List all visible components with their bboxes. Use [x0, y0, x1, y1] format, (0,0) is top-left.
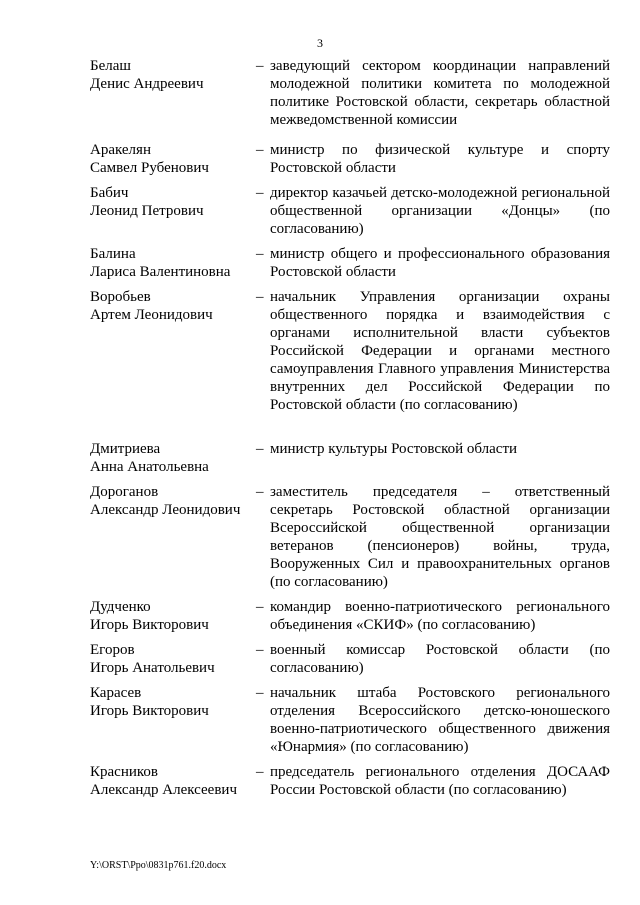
member-given-name: Артем Леонидович — [90, 307, 213, 323]
member-position: директор казачьей детско-молодежной региональной общественной организации «Донцы» (по согласованию) — [270, 185, 610, 237]
member-entry — [0, 440, 640, 483]
member-entry — [0, 288, 640, 440]
member-name — [90, 141, 255, 177]
member-name — [90, 763, 255, 799]
member-given-name: Самвел Рубенович — [90, 160, 209, 176]
member-position: военный комиссар Ростовской области (по согласованию) — [270, 642, 610, 676]
member-name — [90, 288, 255, 324]
member-position: начальник Управления организации охраны общественного порядка и взаимодействия с органами исполнительной власти субъектов Российской Федерации и органами местного самоуправления Главного управления Министерства внутренних дел Российской Федерации по Ростовской области (по согласованию) — [270, 289, 610, 413]
member-given-name: Лариса Валентиновна — [90, 264, 231, 280]
dash-separator: – — [256, 484, 264, 500]
dash-separator: – — [256, 685, 264, 701]
member-name — [90, 598, 255, 634]
member-given-name: Игорь Викторович — [90, 617, 209, 633]
member-entry — [0, 598, 640, 641]
member-entry — [0, 684, 640, 763]
member-surname: Дорoганов — [90, 484, 159, 500]
member-entry — [0, 245, 640, 288]
member-position: министр общего и профессионального образования Ростовской области — [270, 246, 610, 280]
member-given-name: Игорь Анатольевич — [90, 660, 215, 676]
member-entry — [0, 641, 640, 684]
member-position: командир военно-патриотического регионального объединения «СКИФ» (по согласованию) — [270, 599, 610, 633]
member-name — [90, 483, 255, 519]
dash-separator: – — [256, 185, 264, 201]
member-position: заведующий сектором координации направлений молодежной политики комитета по молодежной политике Ростовской области, секретарь областной межведомственной комиссии — [270, 58, 610, 128]
member-position: заместитель председателя – ответственный секретарь Ростовской областной организации Всероссийской общественной организации ветеранов (пенсионеров) войны, труда, Вооруженных Сил и правоохранительных органов (по согласованию) — [270, 484, 610, 590]
member-given-name: Анна Анатольевна — [90, 459, 209, 475]
member-position: начальник штаба Ростовского регионального отделения Всероссийского детско-юношеского военно-патриотического общественного движения «Юнармия» (по согласованию) — [270, 685, 610, 755]
member-entry — [0, 763, 640, 806]
member-surname: Аракелян — [90, 142, 151, 158]
page-number: 3 — [317, 36, 323, 50]
member-given-name: Игорь Викторович — [90, 703, 209, 719]
member-name — [90, 245, 255, 281]
dash-separator: – — [256, 599, 264, 615]
member-entry — [0, 483, 640, 598]
member-surname: Егоров — [90, 642, 135, 658]
member-surname: Дмитриева — [90, 441, 161, 457]
member-surname: Бабич — [90, 185, 129, 201]
member-given-name: Денис Андреевич — [90, 76, 204, 92]
member-position: министр культуры Ростовской области — [270, 441, 518, 457]
dash-separator: – — [256, 642, 264, 658]
member-surname: Дудченко — [90, 599, 151, 615]
member-position: министр по физической культуре и спорту Ростовской области — [270, 142, 610, 176]
member-given-name: Леонид Петрович — [90, 203, 204, 219]
member-name — [90, 57, 255, 93]
member-name — [90, 440, 255, 476]
dash-separator: – — [256, 764, 264, 780]
member-position: председатель регионального отделения ДОСААФ России Ростовской области (по согласованию) — [270, 764, 610, 798]
member-surname: Карасев — [90, 685, 142, 701]
dash-separator: – — [256, 58, 264, 74]
member-surname: Воробьев — [90, 289, 151, 305]
member-name — [90, 184, 255, 220]
member-name — [90, 684, 255, 720]
member-surname: Красников — [90, 764, 158, 780]
member-entry — [0, 57, 640, 141]
member-given-name: Александр Леонидович — [90, 502, 241, 518]
member-name — [90, 641, 255, 677]
member-surname: Балина — [90, 246, 136, 262]
member-entry — [0, 184, 640, 245]
dash-separator: – — [256, 441, 264, 457]
member-given-name: Александр Алексеевич — [90, 782, 237, 798]
dash-separator: – — [256, 142, 264, 158]
dash-separator: – — [256, 246, 264, 262]
dash-separator: – — [256, 289, 264, 305]
member-list — [0, 57, 640, 806]
member-surname: Белаш — [90, 58, 131, 74]
file-path-footer: Y:\ORST\Ppo\0831p761.f20.docx — [90, 860, 227, 871]
member-entry — [0, 141, 640, 184]
